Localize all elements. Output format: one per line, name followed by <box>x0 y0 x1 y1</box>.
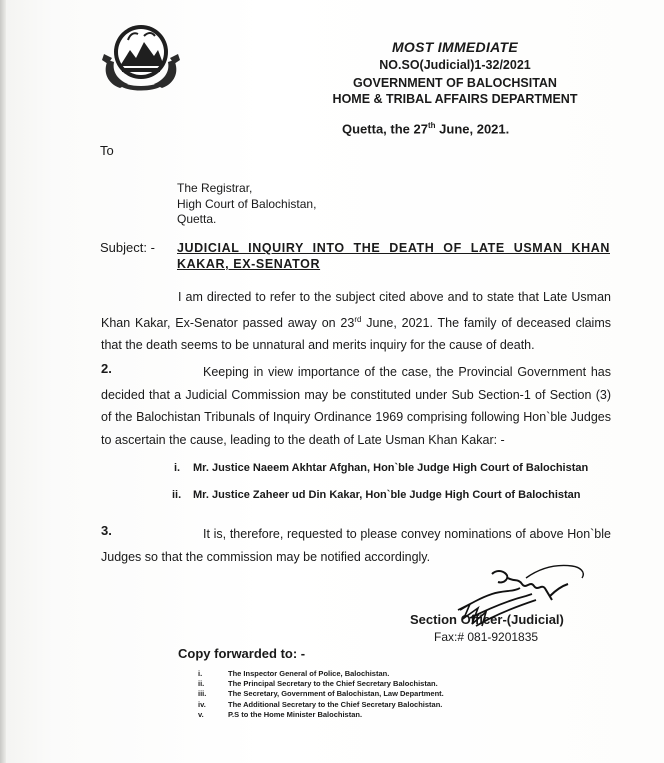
page-edge-shadow <box>0 0 6 763</box>
addressee-line: High Court of Balochistan, <box>177 196 317 211</box>
balochistan-emblem-icon <box>98 14 184 96</box>
copy-forwarded-label: Copy forwarded to: - <box>178 646 306 661</box>
judge-name: Mr. Justice Zaheer ud Din Kakar, Hon`ble Judge High Court of Balochistan <box>193 489 581 501</box>
paragraph-3: It is, therefore, requested to please convey nominations of above Hon`ble Judges so that the commission may be notified accordingly. <box>101 527 611 564</box>
handwritten-signature-icon <box>400 548 610 638</box>
government-name: GOVERNMENT OF BALOCHSITAN <box>353 76 557 90</box>
list-item: i. The Inspector General of Police, Balochistan. <box>198 669 390 678</box>
judge-name: Mr. Justice Naeem Akhtar Afghan, Hon`ble Judge High Court of Balochistan <box>193 462 589 474</box>
paragraph-3-number: 3. <box>101 523 112 538</box>
signatory-fax: Fax:# 081-9201835 <box>434 630 539 644</box>
subject-label: Subject: - <box>100 240 155 255</box>
judge-number: i. <box>174 462 181 474</box>
to-label: To <box>100 143 114 158</box>
list-item: iv. The Additional Secretary to the Chief Secretary Balochistan. <box>198 699 443 709</box>
list-item: ii. The Principal Secretary to the Chief Secretary Balochistan. <box>198 679 438 689</box>
list-item: v. P.S to the Home Minister Balochistan. <box>198 709 363 719</box>
addressee-line: Quetta. <box>177 212 217 226</box>
department-name: HOME & TRIBAL AFFAIRS DEPARTMENT <box>332 92 578 106</box>
letter-date: Quetta, the 27th June, 2021. <box>342 121 510 137</box>
addressee-block <box>177 181 316 228</box>
addressee-line: The Registrar, <box>177 181 253 195</box>
reference-number: NO.SO(Judicial)1-32/2021 <box>379 58 531 72</box>
signatory-title: Section Officer-(Judicial) <box>410 612 564 627</box>
subject-text: JUDICIAL INQUIRY INTO THE DEATH OF LATE USMAN KHAN KAKAR, EX-SENATOR <box>177 241 610 271</box>
paragraph-1: I am directed to refer to the subject cited above and to state that Late Usman Khan Kakar, Ex-Senator passed away on 23rd June, 2021. The family of deceased claims that the death seems to be unnatural and merits inquiry for the cause of death. <box>101 290 611 353</box>
paragraph-2: Keeping in view importance of the case, the Provincial Government has decided that a Judicial Commission may be constituted under Sub Section-1 of Section (3) of the Balochistan Tribunals of Inquiry Ordinance 1969 comprising following Hon`ble Judges to ascertain the cause, leading to the death of Late Usman Khan Kakar: - <box>101 365 611 447</box>
judge-number: ii. <box>172 489 182 501</box>
list-item: iii. The Secretary, Government of Balochistan, Law Department. <box>198 689 444 699</box>
paragraph-2-number: 2. <box>101 361 112 376</box>
priority-heading: MOST IMMEDIATE <box>391 39 519 55</box>
copy-forwarded-list <box>198 669 444 720</box>
